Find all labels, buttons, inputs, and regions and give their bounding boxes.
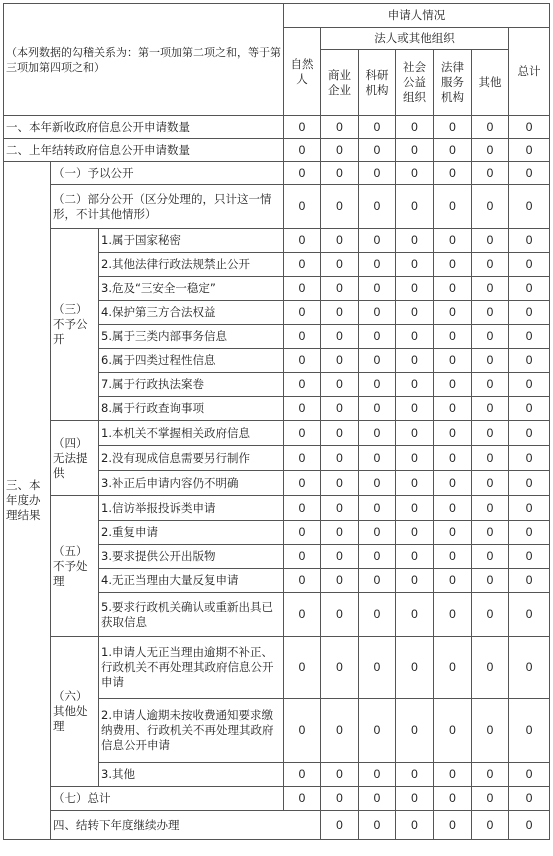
applicant-group-header: 申请人情况 (284, 4, 550, 28)
cell-value: 0 (284, 397, 321, 421)
cell-value: 0 (284, 496, 321, 521)
table-row (4, 116, 550, 139)
cell-value: 0 (472, 349, 509, 373)
row-label: 4.保护第三方合法权益 (99, 301, 284, 325)
table-row (4, 421, 550, 446)
cell-value: 0 (434, 325, 472, 349)
cell-value: 0 (359, 162, 396, 185)
cell-value: 0 (509, 162, 550, 185)
table-row (4, 787, 550, 811)
cell-value: 0 (396, 763, 434, 787)
cell-value: 0 (321, 496, 359, 521)
cell-value: 0 (321, 699, 359, 763)
cell-value: 0 (434, 185, 472, 229)
cell-value: 0 (472, 545, 509, 569)
cell-value: 0 (284, 301, 321, 325)
cell-value: 0 (284, 637, 321, 699)
cell-value: 0 (434, 811, 472, 840)
cell-value: 0 (359, 787, 396, 811)
cell-value: 0 (509, 229, 550, 253)
information-disclosure-table (3, 3, 550, 840)
cell-value: 0 (472, 446, 509, 471)
cell-value: 0 (284, 699, 321, 763)
cell-value: 0 (509, 421, 550, 446)
group-not-processed-label: （五）不予处理 (51, 496, 99, 637)
cell-value: 0 (509, 521, 550, 545)
cell-value: 0 (321, 787, 359, 811)
cell-value: 0 (396, 139, 434, 162)
cell-value: 0 (359, 185, 396, 229)
cell-value: 0 (472, 253, 509, 277)
cell-value: 0 (321, 253, 359, 277)
row-label: 5.要求行政机关确认或重新出具已获取信息 (99, 593, 284, 637)
cell-value: 0 (284, 787, 321, 811)
cell-value: 0 (509, 349, 550, 373)
cell-value: 0 (396, 185, 434, 229)
row-label: 4.无正当理由大量反复申请 (99, 569, 284, 593)
cell-value: 0 (284, 421, 321, 446)
cell-value: 0 (472, 185, 509, 229)
col-header-legal-service: 法律服务机构 (434, 50, 472, 116)
row-label: 1.属于国家秘密 (99, 229, 284, 253)
header-row-1 (4, 4, 550, 28)
cell-value: 0 (284, 277, 321, 301)
cell-value: 0 (284, 521, 321, 545)
cell-value: 0 (434, 637, 472, 699)
cell-value: 0 (472, 569, 509, 593)
cell-value: 0 (472, 373, 509, 397)
table-row (4, 637, 550, 699)
legal-entity-group-header: 法人或其他组织 (321, 28, 509, 50)
cell-value: 0 (284, 116, 321, 139)
col-header-research: 科研机构 (359, 50, 396, 116)
row-label: （一）予以公开 (51, 162, 284, 185)
relationship-note: （本列数据的勾稽关系为：第一项加第二项之和，等于第三项加第四项之和） (4, 4, 284, 116)
cell-value: 0 (509, 397, 550, 421)
row-label: 2.申请人逾期未按收费通知要求缴纳费用、行政机关不再处理其政府 信息公开申请 (99, 699, 284, 763)
cell-value: 0 (359, 349, 396, 373)
cell-value: 0 (359, 446, 396, 471)
cell-value: 0 (321, 811, 359, 840)
cell-value: 0 (321, 139, 359, 162)
cell-value: 0 (434, 699, 472, 763)
cell-value: 0 (359, 301, 396, 325)
row-label: 3.其他 (99, 763, 284, 787)
col-header-other: 其他 (472, 50, 509, 116)
row-label: 8.属于行政查询事项 (99, 397, 284, 421)
cell-value: 0 (434, 139, 472, 162)
cell-value: 0 (434, 397, 472, 421)
cell-value: 0 (359, 277, 396, 301)
cell-value: 0 (509, 545, 550, 569)
cell-value: 0 (396, 162, 434, 185)
cell-value: 0 (284, 229, 321, 253)
row-label: 1.信访举报投诉类申请 (99, 496, 284, 521)
cell-value: 0 (321, 116, 359, 139)
cell-value: 0 (321, 637, 359, 699)
cell-value: 0 (396, 116, 434, 139)
cell-value: 0 (284, 446, 321, 471)
cell-value: 0 (396, 421, 434, 446)
cell-value: 0 (472, 162, 509, 185)
cell-value: 0 (472, 229, 509, 253)
cell-value: 0 (359, 699, 396, 763)
cell-value: 0 (434, 421, 472, 446)
cell-value: 0 (509, 446, 550, 471)
cell-value: 0 (396, 349, 434, 373)
cell-value: 0 (284, 593, 321, 637)
cell-value: 0 (284, 349, 321, 373)
cell-value: 0 (509, 811, 550, 840)
cell-value: 0 (359, 253, 396, 277)
row-label: 5.属于三类内部事务信息 (99, 325, 284, 349)
cell-value: 0 (321, 349, 359, 373)
cell-value: 0 (396, 397, 434, 421)
cell-value: 0 (321, 301, 359, 325)
cell-value: 0 (284, 763, 321, 787)
cell-value: 0 (359, 229, 396, 253)
cell-value: 0 (396, 637, 434, 699)
cell-value: 0 (396, 229, 434, 253)
cell-value: 0 (359, 139, 396, 162)
row-label: （二）部分公开（区分处理的，只计这一情形，不计其他情形） (51, 185, 284, 229)
cell-value: 0 (359, 373, 396, 397)
cell-value: 0 (509, 496, 550, 521)
cell-value: 0 (434, 763, 472, 787)
cell-value: 0 (434, 471, 472, 496)
row-label: 3.要求提供公开出版物 (99, 545, 284, 569)
cell-value: 0 (472, 325, 509, 349)
cell-value: 0 (509, 301, 550, 325)
cell-value: 0 (396, 496, 434, 521)
cell-value: 0 (396, 593, 434, 637)
cell-value: 0 (396, 699, 434, 763)
cell-value: 0 (434, 496, 472, 521)
cell-value: 0 (509, 787, 550, 811)
row-label: 3.危及“三安全一稳定” (99, 277, 284, 301)
group-other-processing-label: （六）其他处理 (51, 637, 99, 787)
cell-value: 0 (434, 301, 472, 325)
cell-value: 0 (359, 593, 396, 637)
cell-value: 0 (284, 325, 321, 349)
cell-value: 0 (434, 116, 472, 139)
section-3-label: 三、本年度办理结果 (4, 162, 51, 840)
cell-value: 0 (434, 229, 472, 253)
cell-value: 0 (472, 787, 509, 811)
cell-value: 0 (321, 397, 359, 421)
cell-value: 0 (396, 545, 434, 569)
cell-value: 0 (396, 277, 434, 301)
cell-value: 0 (359, 116, 396, 139)
cell-value: 0 (321, 421, 359, 446)
cell-value: 0 (284, 569, 321, 593)
cell-value: 0 (472, 811, 509, 840)
row-label: 2.没有现成信息需要另行制作 (99, 446, 284, 471)
table-row (4, 811, 550, 840)
cell-value: 0 (434, 253, 472, 277)
row-label: （七）总计 (51, 787, 284, 811)
group-unable-to-provide-label: （四）无法提供 (51, 421, 99, 496)
cell-value: 0 (359, 637, 396, 699)
cell-value: 0 (509, 569, 550, 593)
cell-value: 0 (509, 637, 550, 699)
cell-value: 0 (434, 446, 472, 471)
cell-value: 0 (434, 373, 472, 397)
col-header-public-welfare: 社会公益组织 (396, 50, 434, 116)
cell-value: 0 (472, 421, 509, 446)
cell-value: 0 (472, 301, 509, 325)
cell-value: 0 (509, 185, 550, 229)
cell-value: 0 (434, 162, 472, 185)
cell-value: 0 (321, 446, 359, 471)
table-row (4, 185, 550, 229)
cell-value: 0 (472, 699, 509, 763)
cell-value: 0 (434, 277, 472, 301)
col-header-business: 商业企业 (321, 50, 359, 116)
row-label: 二、上年结转政府信息公开申请数量 (4, 139, 284, 162)
report-table-container (3, 3, 550, 840)
cell-value: 0 (472, 593, 509, 637)
cell-value: 0 (321, 593, 359, 637)
cell-value: 0 (434, 521, 472, 545)
cell-value: 0 (359, 421, 396, 446)
row-label: 1.申请人无正当理由逾期不补正、行政机关不再处理其政府信息公开申请 (99, 637, 284, 699)
cell-value: 0 (359, 763, 396, 787)
row-label: 1.本机关不掌握相关政府信息 (99, 421, 284, 446)
row-label: 2.重复申请 (99, 521, 284, 545)
cell-value: 0 (284, 162, 321, 185)
cell-value: 0 (321, 185, 359, 229)
cell-value: 0 (396, 569, 434, 593)
cell-value: 0 (472, 763, 509, 787)
cell-value: 0 (509, 325, 550, 349)
cell-value: 0 (284, 471, 321, 496)
cell-value: 0 (321, 229, 359, 253)
row-label: 6.属于四类过程性信息 (99, 349, 284, 373)
cell-value: 0 (396, 471, 434, 496)
row-label: 一、本年新收政府信息公开申请数量 (4, 116, 284, 139)
row-label: 3.补正后申请内容仍不明确 (99, 471, 284, 496)
cell-value: 0 (472, 471, 509, 496)
cell-value: 0 (359, 569, 396, 593)
cell-value: 0 (509, 763, 550, 787)
cell-value: 0 (396, 446, 434, 471)
cell-value: 0 (321, 277, 359, 301)
cell-value: 0 (472, 277, 509, 301)
cell-value: 0 (509, 699, 550, 763)
cell-value: 0 (472, 521, 509, 545)
cell-value: 0 (472, 637, 509, 699)
cell-value: 0 (472, 116, 509, 139)
cell-value: 0 (359, 521, 396, 545)
cell-value: 0 (284, 545, 321, 569)
cell-value: 0 (359, 811, 396, 840)
cell-value: 0 (396, 301, 434, 325)
cell-value: 0 (509, 139, 550, 162)
cell-value: 0 (321, 471, 359, 496)
cell-value: 0 (321, 569, 359, 593)
cell-value: 0 (434, 787, 472, 811)
group-not-disclosed-label: （三）不予公开 (51, 229, 99, 421)
row-label: 7.属于行政执法案卷 (99, 373, 284, 397)
cell-value: 0 (434, 349, 472, 373)
row-label: 2.其他法律行政法规禁止公开 (99, 253, 284, 277)
cell-value: 0 (321, 162, 359, 185)
cell-value: 0 (509, 471, 550, 496)
cell-value: 0 (509, 373, 550, 397)
cell-value: 0 (396, 811, 434, 840)
cell-value: 0 (396, 373, 434, 397)
col-header-natural-person: 自然人 (284, 28, 321, 116)
cell-value: 0 (434, 545, 472, 569)
row-label: 四、结转下年度继续办理 (51, 811, 321, 840)
cell-value: 0 (359, 496, 396, 521)
cell-value: 0 (284, 185, 321, 229)
cell-value: 0 (396, 787, 434, 811)
cell-value: 0 (396, 253, 434, 277)
cell-value: 0 (434, 593, 472, 637)
cell-value: 0 (321, 763, 359, 787)
cell-value: 0 (396, 521, 434, 545)
cell-value: 0 (509, 593, 550, 637)
table-row (4, 229, 550, 253)
cell-value: 0 (284, 253, 321, 277)
cell-value: 0 (359, 397, 396, 421)
cell-value: 0 (284, 373, 321, 397)
cell-value: 0 (284, 139, 321, 162)
col-header-total: 总计 (509, 28, 550, 116)
cell-value: 0 (509, 116, 550, 139)
cell-value: 0 (321, 325, 359, 349)
cell-value: 0 (472, 496, 509, 521)
cell-value: 0 (321, 373, 359, 397)
cell-value: 0 (434, 569, 472, 593)
table-row (4, 162, 550, 185)
cell-value: 0 (509, 253, 550, 277)
cell-value: 0 (321, 545, 359, 569)
cell-value: 0 (396, 325, 434, 349)
cell-value: 0 (359, 545, 396, 569)
table-row (4, 496, 550, 521)
cell-value: 0 (472, 397, 509, 421)
cell-value: 0 (472, 139, 509, 162)
table-row (4, 139, 550, 162)
cell-value: 0 (359, 325, 396, 349)
cell-value: 0 (359, 471, 396, 496)
cell-value: 0 (321, 521, 359, 545)
cell-value: 0 (509, 277, 550, 301)
